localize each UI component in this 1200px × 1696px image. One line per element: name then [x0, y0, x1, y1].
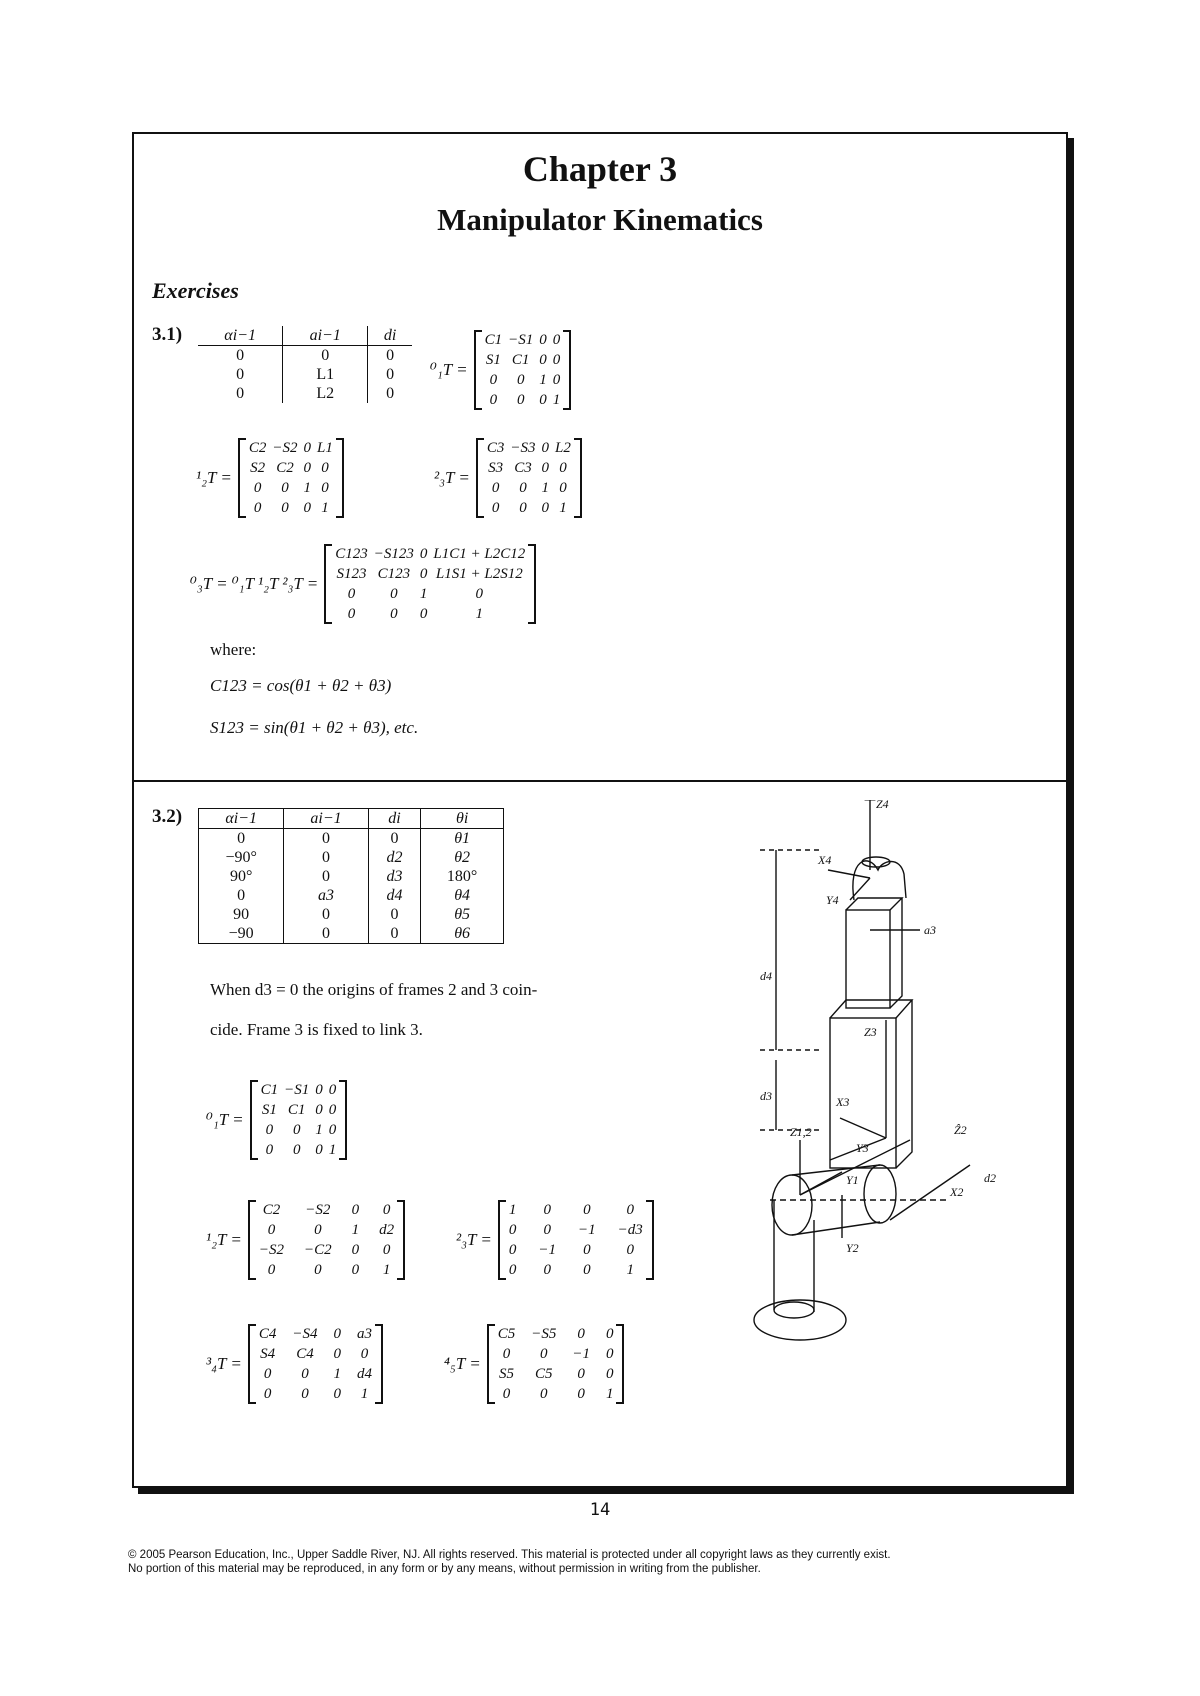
- section-divider: [134, 780, 1066, 782]
- label-z4: Z4: [876, 800, 889, 811]
- matrix-entry: 0: [508, 1222, 517, 1238]
- matrix-entry: 1: [382, 1262, 391, 1278]
- matrix: [238, 438, 344, 518]
- ex1-dh-table: [198, 326, 412, 403]
- label-z3: Z3: [864, 1025, 877, 1039]
- matrix-entry: 0: [360, 1346, 369, 1362]
- equation-lhs: ³₄T =: [206, 1354, 242, 1373]
- matrix-entry: 0: [491, 480, 500, 496]
- c123-definition: C123 = cos(θ1 + θ2 + θ3): [210, 676, 392, 695]
- matrix-entry: C5: [497, 1326, 516, 1342]
- matrix-entry: 1: [351, 1222, 360, 1238]
- matrix-entry: 0: [541, 460, 550, 476]
- equation-lhs: ¹₂T =: [196, 468, 232, 487]
- table-cell: 0: [284, 924, 368, 944]
- ex2-T12-equation: [206, 1200, 405, 1280]
- frame-note-line-1: When d3 = 0 the origins of frames 2 and 3 coin-: [210, 980, 538, 999]
- table-cell: 0: [368, 365, 412, 384]
- matrix-entry: 0: [314, 1262, 322, 1278]
- table-cell: 0: [368, 924, 420, 944]
- equation-lhs: ²₃T =: [434, 468, 470, 487]
- matrix-entry: C123: [377, 566, 411, 582]
- matrix-entry: 0: [541, 500, 550, 516]
- dh-header: αi−1: [198, 326, 283, 346]
- matrix-entry: 1: [626, 1262, 634, 1278]
- matrix-entry: 0: [539, 392, 547, 408]
- chapter-title: Manipulator Kinematics: [437, 202, 763, 237]
- matrix-entry: C1: [287, 1102, 306, 1118]
- table-cell: 90: [233, 906, 250, 923]
- matrix-entry: 0: [303, 460, 312, 476]
- label-x2: X2: [950, 1185, 964, 1199]
- table-cell: 90°: [229, 868, 253, 885]
- frame-note-line-2: cide. Frame 3 is fixed to link 3.: [210, 1020, 423, 1039]
- matrix-entry: 0: [265, 1122, 274, 1138]
- matrix-entry: 0: [508, 1262, 517, 1278]
- matrix-entry: 1: [360, 1386, 369, 1402]
- matrix-entry: C5: [535, 1366, 553, 1382]
- ex1-T01-equation: [430, 330, 571, 410]
- matrix-entry: 0: [605, 1366, 614, 1382]
- matrix-entry: 0: [315, 1102, 323, 1118]
- label-y3: Y3: [856, 1141, 869, 1155]
- table-cell: −90°: [225, 849, 257, 866]
- matrix-entry: 0: [253, 480, 262, 496]
- dh-header: ai−1: [284, 809, 368, 829]
- label-d3: d3: [760, 1089, 772, 1103]
- matrix-entry: 0: [502, 1346, 511, 1362]
- dh-header: di: [368, 326, 412, 346]
- matrix-entry: 1: [321, 500, 329, 516]
- label-x4: X4: [818, 853, 832, 867]
- matrix-entry: C2: [276, 460, 294, 476]
- matrix-entry: 0: [516, 392, 525, 408]
- matrix-entry: S1: [485, 352, 501, 368]
- copyright-line-2: No portion of this material may be reproduced, in any form or by any means, without permission in writing from the publisher.: [128, 1563, 761, 1575]
- link-3-top-face: [830, 1000, 912, 1018]
- matrix-entry: 0: [328, 1082, 337, 1098]
- matrix-entry: 0: [281, 500, 289, 516]
- matrix-entry: 1: [328, 1142, 337, 1158]
- matrix-entry: C1: [511, 352, 530, 368]
- matrix-entry: 0: [314, 1222, 322, 1238]
- matrix-entry: −S3: [510, 440, 536, 456]
- matrix-entry: −S2: [258, 1242, 285, 1258]
- label-z2: Ẑ2: [954, 1123, 967, 1137]
- matrix: [248, 1200, 405, 1280]
- matrix-entry: C4: [258, 1326, 277, 1342]
- table-row: [198, 365, 412, 384]
- table-cell: a3: [284, 886, 368, 905]
- matrix-entry: 0: [543, 1222, 551, 1238]
- matrix-entry: S3: [488, 460, 504, 476]
- matrix-entry: 0: [491, 500, 500, 516]
- table-cell: θ4: [421, 886, 504, 905]
- table-row: [198, 346, 412, 366]
- matrix-entry: 0: [347, 586, 356, 602]
- matrix: [487, 1324, 625, 1404]
- matrix-entry: 0: [301, 1386, 309, 1402]
- table-cell: 0: [284, 848, 368, 867]
- table-cell: 0: [284, 905, 368, 924]
- matrix-entry: 1: [419, 586, 428, 602]
- matrix-entry: 0: [577, 1386, 585, 1402]
- matrix-entry: 0: [541, 440, 550, 456]
- table-cell: θ6: [421, 924, 504, 944]
- equation-lhs: ⁰₁T =: [206, 1110, 244, 1129]
- matrix-entry: 0: [390, 586, 398, 602]
- matrix-entry: −1: [572, 1346, 590, 1362]
- matrix-entry: 0: [543, 1202, 551, 1218]
- matrix-entry: 0: [489, 372, 498, 388]
- matrix: [476, 438, 582, 518]
- matrix-entry: 0: [390, 606, 398, 622]
- table-cell: 0: [368, 346, 412, 366]
- dh-header: ai−1: [283, 326, 368, 346]
- matrix-entry: C3: [486, 440, 505, 456]
- table-cell: 0: [237, 887, 246, 904]
- matrix-entry: 0: [315, 1142, 323, 1158]
- table-cell: 0: [284, 829, 368, 849]
- manipulator-figure: [740, 800, 1040, 1360]
- table-cell: L2: [283, 384, 368, 403]
- matrix: [324, 544, 536, 624]
- matrix-entry: 0: [303, 440, 312, 456]
- matrix-entry: 0: [552, 332, 561, 348]
- matrix-entry: d2: [379, 1222, 395, 1238]
- link-4-front-face: [846, 910, 890, 1008]
- equation-lhs: ⁴₅T =: [444, 1354, 481, 1373]
- matrix-entry: C1: [484, 332, 503, 348]
- table-cell: L1: [283, 365, 368, 384]
- matrix-entry: d4: [357, 1366, 373, 1382]
- matrix-entry: 0: [508, 1242, 517, 1258]
- matrix-entry: −d3: [617, 1222, 643, 1238]
- matrix-entry: 0: [292, 1142, 301, 1158]
- matrix-entry: 1: [541, 480, 550, 496]
- matrix-entry: C4: [296, 1346, 314, 1362]
- table-cell: θ5: [421, 905, 504, 924]
- matrix-entry: C123: [335, 546, 368, 562]
- matrix-entry: 0: [502, 1386, 511, 1402]
- matrix-entry: C1: [260, 1082, 279, 1098]
- label-x3: X3: [836, 1095, 850, 1109]
- matrix: [498, 1200, 654, 1280]
- matrix-entry: 0: [351, 1202, 360, 1218]
- exercise-3-2-number: 3.2): [152, 806, 183, 827]
- matrix-entry: 0: [382, 1242, 391, 1258]
- ex1-T12-equation: [196, 438, 344, 518]
- joint-2-cylinder-far-end: [864, 1165, 896, 1223]
- ex1-T03-equation: [190, 544, 536, 624]
- table-row: [199, 867, 504, 886]
- chapter-heading: Chapter 3: [522, 149, 678, 189]
- matrix-entry: 1: [508, 1202, 517, 1218]
- matrix-entry: 0: [301, 1366, 309, 1382]
- matrix-entry: 0: [540, 1346, 548, 1362]
- matrix-entry: 1: [559, 500, 567, 516]
- matrix-entry: 0: [292, 1122, 301, 1138]
- matrix: [248, 1324, 383, 1404]
- matrix: [250, 1080, 348, 1160]
- table-row: [199, 886, 504, 905]
- matrix-entry: −S4: [292, 1326, 318, 1342]
- matrix-entry: S2: [250, 460, 266, 476]
- label-z12: Z1,2: [790, 1125, 812, 1139]
- label-y1: Y1: [846, 1173, 859, 1187]
- matrix-entry: −1: [578, 1222, 596, 1238]
- ex2-T23-equation: [456, 1200, 654, 1280]
- matrix-entry: 0: [559, 460, 567, 476]
- matrix-entry: 0: [281, 480, 289, 496]
- where-label: where:: [210, 640, 257, 659]
- matrix-entry: −S2: [272, 440, 298, 456]
- matrix-entry: −1: [538, 1242, 557, 1258]
- matrix-entry: 1: [475, 606, 484, 622]
- matrix-entry: a3: [357, 1326, 373, 1342]
- matrix-entry: 0: [516, 372, 525, 388]
- dh-header: αi−1: [199, 809, 284, 829]
- table-row: [199, 924, 504, 944]
- ex1-T23-equation: [434, 438, 582, 518]
- matrix-entry: 0: [475, 586, 484, 602]
- matrix-entry: 0: [543, 1262, 551, 1278]
- equation-lhs: ¹₂T =: [206, 1230, 242, 1249]
- ex2-T01-equation: [206, 1080, 347, 1160]
- matrix-entry: 0: [489, 392, 498, 408]
- table-cell: 0: [368, 384, 412, 403]
- matrix-entry: 0: [605, 1346, 614, 1362]
- matrix-entry: 0: [351, 1242, 360, 1258]
- matrix-entry: 0: [559, 480, 567, 496]
- matrix-entry: 0: [583, 1202, 591, 1218]
- table-cell: θ2: [421, 848, 504, 867]
- matrix-entry: 0: [419, 606, 428, 622]
- matrix-entry: 0: [267, 1262, 276, 1278]
- matrix-entry: 0: [519, 500, 527, 516]
- matrix-entry: 0: [267, 1222, 276, 1238]
- matrix-entry: 0: [263, 1386, 272, 1402]
- base-pillar-bottom: [774, 1302, 814, 1318]
- matrix-entry: 0: [265, 1142, 274, 1158]
- matrix-entry: −S2: [305, 1202, 331, 1218]
- matrix-entry: C3: [514, 460, 532, 476]
- matrix-entry: 0: [552, 372, 561, 388]
- table-cell: θ1: [421, 829, 504, 849]
- label-a3: a3: [924, 923, 936, 937]
- matrix-entry: 0: [315, 1082, 323, 1098]
- matrix-entry: −S1: [284, 1082, 310, 1098]
- table-cell: −90: [228, 925, 254, 942]
- matrix-entry: 0: [253, 500, 262, 516]
- ex2-dh-table: [198, 808, 504, 944]
- matrix-entry: 0: [382, 1202, 391, 1218]
- copyright-notice: [128, 1548, 1088, 1576]
- table-cell: 0: [284, 867, 368, 886]
- table-cell: d4: [368, 886, 420, 905]
- matrix-entry: −S123: [373, 546, 414, 562]
- matrix-entry: L1S1 + L2S12: [435, 566, 523, 582]
- matrix: [474, 330, 572, 410]
- matrix-entry: 0: [583, 1242, 591, 1258]
- matrix-entry: S1: [261, 1102, 277, 1118]
- matrix-entry: 0: [347, 606, 356, 622]
- matrix-entry: 0: [333, 1386, 342, 1402]
- matrix-entry: S5: [498, 1366, 514, 1382]
- matrix-entry: 0: [419, 566, 428, 582]
- matrix-entry: −S5: [531, 1326, 557, 1342]
- matrix-entry: 0: [539, 352, 547, 368]
- x4-axis: [828, 870, 870, 878]
- matrix-entry: 0: [519, 480, 527, 496]
- matrix-entry: S4: [260, 1346, 276, 1362]
- table-row: [199, 848, 504, 867]
- matrix-entry: L1: [317, 440, 333, 456]
- matrix-entry: 0: [321, 480, 329, 496]
- label-y2: Y2: [846, 1241, 859, 1255]
- label-y4: Y4: [826, 893, 839, 907]
- matrix-entry: L2: [555, 440, 571, 456]
- matrix-entry: 0: [583, 1262, 591, 1278]
- matrix-entry: −C2: [304, 1242, 332, 1258]
- table-cell: 0: [236, 366, 245, 383]
- matrix-entry: 1: [303, 480, 312, 496]
- equation-lhs: ⁰₃T = ⁰₁T ¹₂T ²₃T =: [190, 574, 319, 593]
- matrix-entry: C2: [262, 1202, 281, 1218]
- copyright-line-1: © 2005 Pearson Education, Inc., Upper Saddle River, NJ. All rights reserved. This material is protected under all copyright laws as they currently exist.: [128, 1549, 891, 1561]
- dh-header: θi: [421, 809, 504, 829]
- label-d2: d2: [984, 1171, 996, 1185]
- table-cell: 0: [236, 347, 245, 364]
- table-row: [199, 905, 504, 924]
- table-cell: d2: [368, 848, 420, 867]
- table-cell: 0: [368, 905, 420, 924]
- label-d4: d4: [760, 969, 772, 983]
- matrix-entry: 1: [605, 1386, 614, 1402]
- matrix-entry: 0: [419, 546, 428, 562]
- joint-2-cylinder-end: [772, 1175, 812, 1235]
- matrix-entry: 1: [539, 372, 547, 388]
- table-row: [199, 829, 504, 849]
- matrix-entry: 1: [552, 392, 561, 408]
- matrix-entry: 1: [315, 1122, 323, 1138]
- dh-header: di: [368, 809, 420, 829]
- equation-lhs: ⁰₁T =: [430, 360, 468, 379]
- page-number: 14: [589, 1500, 611, 1520]
- table-cell: d3: [368, 867, 420, 886]
- base-plate: [754, 1300, 846, 1340]
- table-row: [198, 384, 412, 403]
- table-cell: 0: [237, 830, 246, 847]
- matrix-entry: 0: [328, 1102, 337, 1118]
- matrix-entry: 0: [577, 1366, 585, 1382]
- table-cell: 0: [283, 346, 368, 366]
- matrix-entry: 0: [626, 1202, 634, 1218]
- matrix-entry: 0: [552, 352, 561, 368]
- matrix-entry: 0: [333, 1346, 342, 1362]
- exercises-heading: Exercises: [152, 278, 239, 303]
- exercise-3-1-number: 3.1): [152, 324, 183, 345]
- matrix-entry: 0: [577, 1326, 585, 1342]
- matrix-entry: 0: [303, 500, 312, 516]
- matrix-entry: 1: [333, 1366, 342, 1382]
- matrix-entry: 0: [626, 1242, 634, 1258]
- link-4-side-face: [890, 898, 902, 1008]
- matrix-entry: S123: [336, 566, 367, 582]
- ex2-T34-equation: [206, 1324, 383, 1404]
- joint-2-cylinder-top: [792, 1165, 880, 1175]
- ex2-T45-equation: [444, 1324, 624, 1404]
- matrix-entry: L1C1 + L2C12: [433, 546, 526, 562]
- matrix-entry: 0: [263, 1366, 272, 1382]
- equation-lhs: ²₃T =: [456, 1230, 492, 1249]
- matrix-entry: 0: [321, 460, 329, 476]
- matrix-entry: 0: [540, 1386, 548, 1402]
- matrix-entry: −S1: [508, 332, 534, 348]
- x3-axis: [840, 1118, 886, 1138]
- matrix-entry: 0: [333, 1326, 342, 1342]
- matrix-entry: 0: [328, 1122, 337, 1138]
- s123-definition: S123 = sin(θ1 + θ2 + θ3), etc.: [210, 718, 419, 737]
- matrix-entry: 0: [605, 1326, 614, 1342]
- matrix-entry: 0: [351, 1262, 360, 1278]
- matrix-entry: 0: [539, 332, 547, 348]
- table-cell: 180°: [421, 867, 504, 886]
- table-cell: 0: [236, 385, 245, 402]
- table-cell: 0: [368, 829, 420, 849]
- matrix-entry: C2: [248, 440, 267, 456]
